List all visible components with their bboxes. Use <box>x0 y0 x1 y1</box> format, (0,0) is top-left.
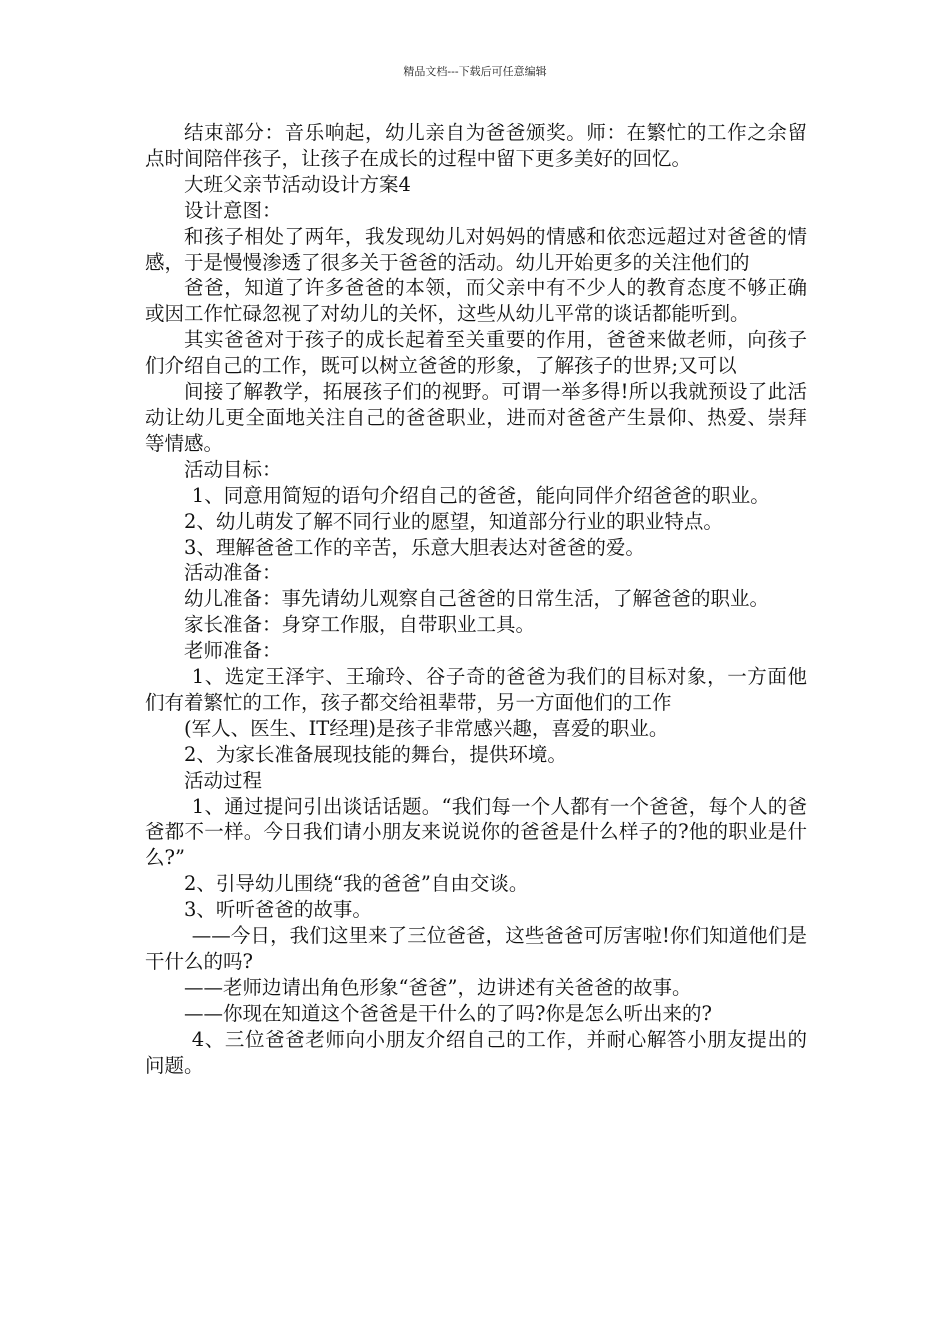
process-step-2: 2、引导幼儿围绕“我的爸爸”自由交谈。 <box>184 872 529 896</box>
page-header: 精品文档---下载后可任意编辑 <box>403 65 547 78</box>
heading-process: 活动过程 <box>184 768 263 792</box>
paragraph-intent-1: 和孩子相处了两年，我发现幼儿对妈妈的情感和依恋远超过对爸爸的情感，于是慢慢渗透了很多关于爸爸的活动。幼儿开始更多的关注他们的 <box>145 224 807 274</box>
prep-teacher-item-1-cont: (军人、医生、IT经理)是孩子非常感兴趣，喜爱的职业。 <box>184 716 669 740</box>
section-title: 大班父亲节活动设计方案4 <box>184 172 411 196</box>
document-body <box>145 120 807 1079</box>
paragraph-intent-4: 间接了解教学，拓展孩子们的视野。可谓一举多得!所以我就预设了此活动让幼儿更全面地关注自己的爸爸职业，进而对爸爸产生景仰、热爱、崇拜等情感。 <box>145 380 807 455</box>
heading-preparation: 活动准备： <box>184 561 282 585</box>
paragraph-intent-3: 其实爸爸对于孩子的成长起着至关重要的作用，爸爸来做老师，向孩子们介绍自己的工作，既可以树立爸爸的形象，了解孩子的世界;又可以 <box>145 328 807 378</box>
heading-design-intent: 设计意图： <box>184 198 282 222</box>
prep-children: 幼儿准备：事先请幼儿观察自己爸爸的日常生活，了解爸爸的职业。 <box>184 587 770 611</box>
process-step-1: 1、通过提问引出谈话话题。“我们每一个人都有一个爸爸，每个人的爸爸都不一样。今日我们请小朋友来说说你的爸爸是什么样子的?他的职业是什么?” <box>145 794 807 870</box>
prep-teacher-item-2: 2、为家长准备展现技能的舞台，提供环境。 <box>184 742 567 766</box>
goal-item-2: 2、幼儿萌发了解不同行业的愿望，知道部分行业的职业特点。 <box>184 509 723 533</box>
process-step-4: 4、三位爸爸老师向小朋友介绍自己的工作，并耐心解答小朋友提出的问题。 <box>145 1027 807 1077</box>
goal-item-3: 3、理解爸爸工作的辛苦，乐意大胆表达对爸爸的爱。 <box>184 535 645 559</box>
heading-goals: 活动目标： <box>184 457 282 481</box>
prep-teacher-item-1: 1、选定王泽宇、王瑜玲、谷子奇的爸爸为我们的目标对象，一方面他们有着繁忙的工作，孩子都交给祖辈带，另一方面他们的工作 <box>145 665 807 714</box>
prep-parents: 家长准备：身穿工作服，自带职业工具。 <box>184 613 536 637</box>
paragraph-intent-2: 爸爸，知道了许多爸爸的本领，而父亲中有不少人的教育态度不够正确或因工作忙碌忽视了对幼儿的关怀，这些从幼儿平常的谈话都能听到。 <box>145 276 807 326</box>
process-dialogue-3: ——你现在知道这个爸爸是干什么的了吗?你是怎么听出来的? <box>184 1001 712 1025</box>
process-step-3: 3、听听爸爸的故事。 <box>184 898 372 922</box>
process-dialogue-1: ——今日，我们这里来了三位爸爸，这些爸爸可厉害啦!你们知道他们是干什么的吗? <box>145 924 807 973</box>
process-dialogue-2: ——老师边请出角色形象“爸爸”，边讲述有关爸爸的故事。 <box>184 975 692 999</box>
goal-item-1: 1、同意用简短的语句介绍自己的爸爸，能向同伴介绍爸爸的职业。 <box>191 483 770 507</box>
paragraph-closing: 结束部分：音乐响起，幼儿亲自为爸爸颁奖。师：在繁忙的工作之余留点时间陪伴孩子，让孩子在成长的过程中留下更多美好的回忆。 <box>145 121 807 170</box>
prep-teacher-heading: 老师准备： <box>184 639 282 663</box>
